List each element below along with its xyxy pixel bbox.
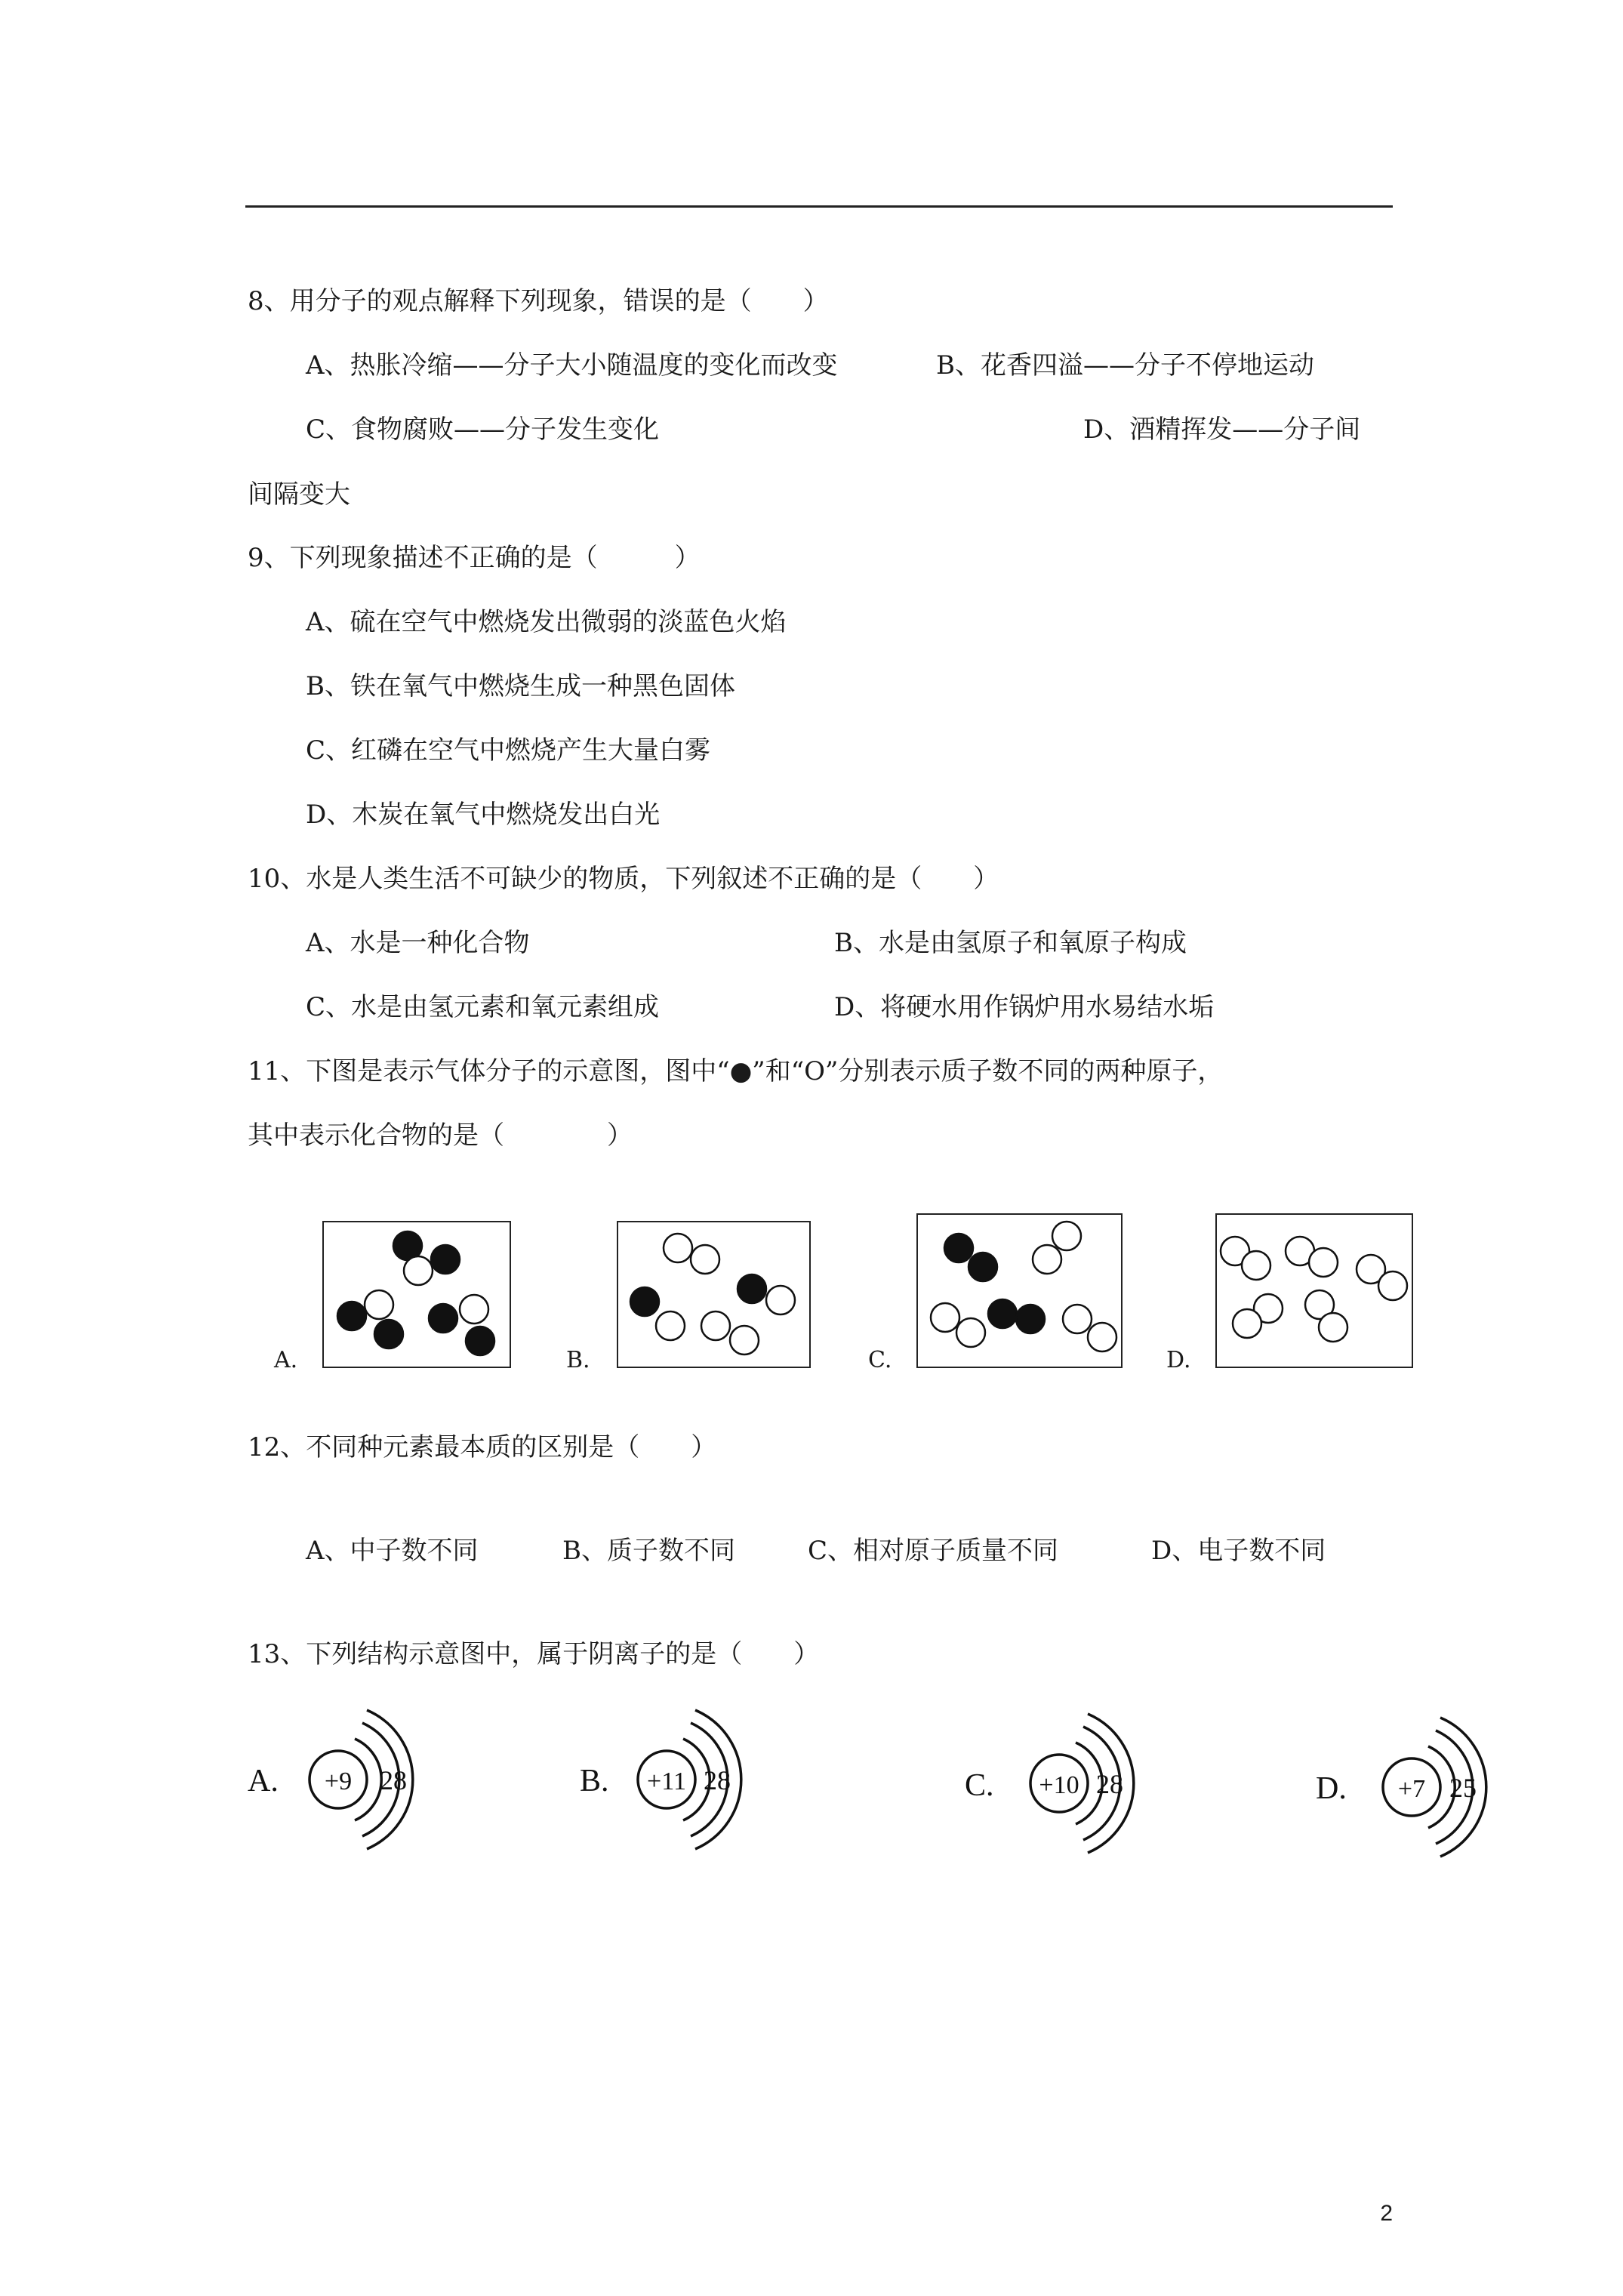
q11-stem: 11、下图是表示气体分子的示意图，图中“●”和“O”分别表示质子数不同的两种原子，	[248, 1056, 1224, 1086]
q11-label-b: B.	[566, 1347, 590, 1373]
q11-label-a: A.	[274, 1347, 298, 1373]
q8-option-a: A、热胀冷缩——分子大小随温度的变化而改变	[306, 350, 838, 381]
atom-c-nucleus: +10	[1039, 1771, 1079, 1799]
atom-a-label: A.	[248, 1764, 279, 1798]
q9-option-b: B、铁在氧气中燃烧生成一种黑色固体	[306, 671, 735, 701]
q10-option-b: B、水是由氢原子和氧原子构成	[834, 928, 1187, 958]
q12-option-c: C、相对原子质量不同	[808, 1536, 1059, 1566]
q9-stem: 9、下列现象描述不正确的是（ ）	[248, 543, 701, 573]
atom-a-nucleus: +9	[324, 1767, 353, 1795]
atom-c-label: C.	[965, 1768, 994, 1803]
page-number: 2	[1380, 2201, 1393, 2226]
q10-option-c: C、水是由氢元素和氧元素组成	[306, 992, 660, 1022]
q9-option-a: A、硫在空气中燃烧发出微弱的淡蓝色火焰	[306, 607, 787, 637]
q10-stem: 10、水是人类生活不可缺少的物质，下列叙述不正确的是（ ）	[248, 864, 999, 894]
q8-stem: 8、用分子的观点解释下列现象，错误的是（ ）	[248, 286, 829, 316]
atom-b-nucleus: +11	[647, 1767, 686, 1795]
q8-option-d: D、酒精挥发——分子间	[1083, 415, 1361, 445]
q11-label-c: C.	[868, 1347, 892, 1373]
q8-option-c: C、食物腐败——分子发生变化	[306, 415, 660, 445]
atom-a-shells: 28	[380, 1765, 407, 1795]
atom-b-label: B.	[580, 1764, 609, 1798]
atom-structure-d	[1316, 1718, 1486, 1857]
atom-d-nucleus: +7	[1397, 1775, 1426, 1803]
atom-c-shells: 28	[1096, 1769, 1123, 1799]
atom-b-shells: 28	[704, 1765, 731, 1795]
q10-option-d: D、将硬水用作锅炉用水易结水垢	[834, 992, 1215, 1022]
atom-d-label: D.	[1316, 1771, 1347, 1806]
q12-option-b: B、质子数不同	[562, 1536, 735, 1566]
q11-label-d: D.	[1166, 1347, 1191, 1373]
atom-structure-c	[965, 1714, 1134, 1853]
atom-d-shells: 25	[1449, 1773, 1477, 1803]
q9-option-d: D、木炭在氧气中燃烧发出白光	[306, 800, 661, 830]
q12-stem: 12、不同种元素最本质的区别是（ ）	[248, 1432, 717, 1462]
q8-option-b: B、花香四溢——分子不停地运动	[936, 350, 1314, 381]
q9-option-c: C、红磷在空气中燃烧产生大量白雾	[306, 735, 711, 766]
q11-stem-continued: 其中表示化合物的是（ ）	[248, 1120, 633, 1151]
q10-option-a: A、水是一种化合物	[306, 928, 530, 958]
q13-stem: 13、下列结构示意图中，属于阴离子的是（ ）	[248, 1639, 820, 1669]
atom-structure-a	[248, 1710, 413, 1849]
atom-structure-b	[580, 1710, 741, 1849]
q12-option-a: A、中子数不同	[306, 1536, 479, 1566]
q8-option-d-continued: 间隔变大	[248, 479, 350, 510]
q12-option-d: D、电子数不同	[1151, 1536, 1326, 1566]
